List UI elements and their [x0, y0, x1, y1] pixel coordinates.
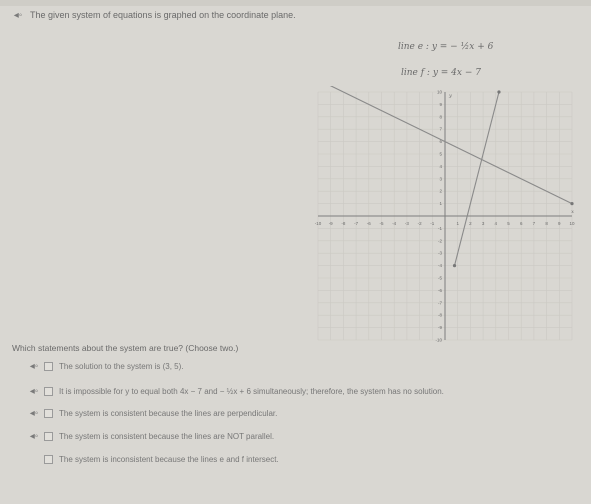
option-5[interactable] — [28, 455, 279, 464]
x-tick-label: -1 — [430, 221, 435, 226]
option-1[interactable] — [28, 362, 184, 371]
speaker-icon[interactable]: ◂◦ — [29, 431, 39, 442]
speaker-icon[interactable]: ◂◦ — [29, 361, 39, 372]
option-checkbox[interactable] — [44, 387, 53, 396]
speaker-icon[interactable]: ◂◦ — [29, 408, 39, 419]
x-tick-label: -10 — [314, 221, 322, 226]
y-tick-label: -6 — [437, 287, 442, 293]
x-tick-label: -5 — [379, 221, 384, 226]
y-tick-label: -5 — [437, 275, 442, 281]
x-tick-label: 8 — [545, 221, 548, 226]
x-tick-label: 7 — [532, 221, 536, 226]
y-tick-label: -10 — [435, 337, 442, 343]
y-tick-label: 10 — [436, 89, 442, 95]
x-tick-label: -9 — [328, 221, 333, 226]
y-tick-label: 6 — [439, 139, 442, 145]
chart-svg — [312, 86, 578, 346]
x-tick-label: -6 — [366, 221, 371, 226]
y-tick-label: 3 — [439, 176, 442, 182]
y-tick-label: -7 — [437, 300, 442, 306]
x-tick-label: 5 — [507, 221, 510, 226]
x-axis-label: x — [571, 209, 574, 215]
y-tick-label: 4 — [439, 163, 442, 169]
y-tick-label: -1 — [437, 225, 442, 231]
y-tick-label: 1 — [439, 201, 442, 207]
x-tick-label: -7 — [354, 221, 359, 226]
option-checkbox[interactable] — [44, 362, 53, 371]
x-tick-label: -2 — [417, 221, 422, 226]
x-tick-label: -8 — [341, 221, 346, 226]
prompt-text: The given system of equations is graphed on the coordinate plane. — [30, 10, 296, 20]
y-tick-label: -8 — [437, 312, 442, 318]
speaker-icon[interactable]: ◂◦ — [13, 9, 23, 21]
equation-line-f: line f : y = 4x − 7 — [401, 68, 481, 78]
series-endpoint-e — [570, 202, 573, 205]
option-2[interactable] — [28, 387, 444, 396]
x-tick-label: 6 — [519, 221, 523, 226]
x-tick-label: 4 — [494, 221, 498, 226]
option-checkbox[interactable] — [44, 432, 53, 441]
x-tick-label: -4 — [392, 221, 397, 226]
option-3[interactable] — [28, 409, 277, 418]
option-label: The system is inconsistent because the lines e and f intersect. — [59, 455, 279, 464]
x-tick-label: -3 — [404, 221, 409, 226]
y-tick-label: -2 — [437, 238, 442, 244]
y-tick-label: -3 — [437, 250, 442, 256]
y-tick-label: -9 — [437, 325, 442, 331]
y-tick-label: 8 — [439, 114, 442, 120]
option-label: The system is consistent because the lines are perpendicular. — [59, 409, 278, 418]
series-endpoint-f — [497, 90, 500, 93]
option-label: The system is consistent because the lines are NOT parallel. — [59, 432, 275, 441]
x-tick-label: 10 — [569, 221, 575, 226]
top-bar — [0, 0, 591, 6]
y-tick-label: 5 — [439, 151, 442, 157]
option-checkbox[interactable] — [44, 409, 53, 418]
y-tick-label: 9 — [439, 101, 442, 107]
y-tick-label: 2 — [439, 188, 442, 194]
x-tick-label: 9 — [558, 221, 561, 226]
option-label: It is impossible for y to equal both 4x − 7 and − ½x + 6 simultaneously; therefore, the system has no solution. — [59, 387, 444, 396]
speaker-icon[interactable]: ◂◦ — [29, 386, 39, 397]
x-tick-label: 1 — [456, 221, 459, 226]
y-tick-label: 7 — [439, 126, 442, 132]
question-text: Which statements about the system are true? (Choose two.) — [12, 343, 239, 353]
y-tick-label: -4 — [437, 263, 442, 269]
option-4[interactable] — [28, 432, 274, 441]
prompt-row — [12, 10, 296, 20]
option-label: The solution to the system is (3, 5). — [59, 362, 184, 371]
option-checkbox[interactable] — [44, 455, 53, 464]
coordinate-plane — [312, 86, 578, 346]
x-tick-label: 3 — [481, 221, 485, 226]
y-axis-label: y — [449, 93, 452, 99]
x-tick-label: 2 — [469, 221, 472, 226]
series-endpoint-f — [453, 264, 456, 267]
equation-line-e: line e : y = − ½x + 6 — [398, 42, 494, 52]
